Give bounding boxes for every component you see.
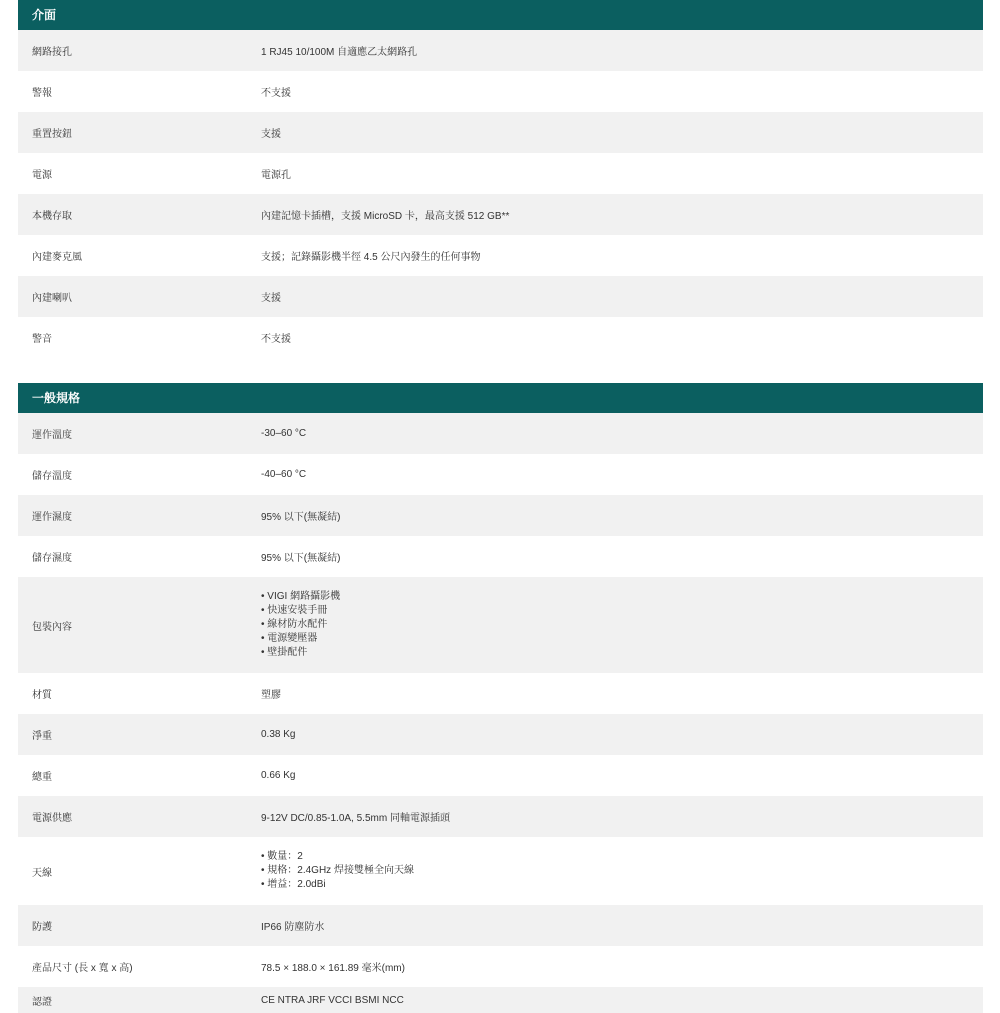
section-gap [18, 358, 983, 383]
spec-label: 運作濕度 [32, 512, 72, 523]
antenna-spec-list [261, 850, 983, 892]
spec-row [18, 577, 983, 673]
spec-row [18, 905, 983, 946]
spec-value: -40–60 °C [261, 469, 307, 480]
spec-row [18, 413, 983, 454]
list-item: • 規格：2.4GHz 焊接雙極全向天線 [261, 864, 983, 878]
list-item: • 快速安裝手冊 [261, 604, 983, 618]
spec-label: 內建喇叭 [32, 293, 72, 304]
spec-value: -30–60 °C [261, 428, 307, 439]
interface-spec-table [18, 30, 983, 358]
spec-label: 警音 [32, 334, 52, 345]
section-header-interface: 介面 [18, 0, 983, 30]
spec-row [18, 317, 983, 358]
spec-value: 不支援 [261, 334, 291, 345]
spec-value: 支援 [261, 129, 281, 140]
section-header-general: 一般規格 [18, 383, 983, 413]
spec-row [18, 30, 983, 71]
spec-label: 重置按鈕 [32, 129, 72, 140]
spec-value: 0.38 Kg [261, 729, 296, 740]
spec-label: 認證 [32, 996, 52, 1008]
spec-label: 電源供應 [32, 813, 72, 824]
spec-label: 內建麥克風 [32, 252, 82, 263]
spec-value: 0.66 Kg [261, 770, 296, 781]
package-contents-list [261, 590, 983, 660]
spec-label: 淨重 [32, 731, 52, 742]
spec-label: 防護 [32, 922, 52, 933]
spec-row [18, 946, 983, 987]
spec-row [18, 454, 983, 495]
spec-label: 天線 [32, 867, 52, 879]
spec-value: 支援 [261, 293, 281, 304]
general-spec-table [18, 413, 983, 1013]
spec-value: 78.5 × 188.0 × 161.89 毫米(mm) [261, 963, 405, 974]
spec-row [18, 536, 983, 577]
list-item: • 增益：2.0dBi [261, 878, 983, 892]
spec-row [18, 71, 983, 112]
spec-label: 運作溫度 [32, 430, 72, 441]
list-item: • 數量：2 [261, 850, 983, 864]
spec-value: 支援；記錄攝影機半徑 4.5 公尺內發生的任何事物 [261, 252, 481, 263]
spec-row [18, 276, 983, 317]
spec-row [18, 495, 983, 536]
spec-row [18, 235, 983, 276]
spec-value: IP66 防塵防水 [261, 922, 325, 933]
spec-value: 9-12V DC/0.85-1.0A, 5.5mm 同軸電源插頭 [261, 813, 450, 824]
spec-label: 網路接孔 [32, 47, 72, 58]
spec-value: 95% 以下(無凝結) [261, 553, 341, 564]
spec-row [18, 796, 983, 837]
list-item: • VIGI 網路攝影機 [261, 590, 983, 604]
spec-value [261, 577, 983, 673]
spec-row [18, 987, 983, 1013]
spec-row [18, 755, 983, 796]
spec-value: 不支援 [261, 88, 291, 99]
spec-value [261, 837, 983, 905]
list-item: • 壁掛配件 [261, 646, 983, 660]
spec-label: 產品尺寸 (長 x 寬 x 高) [32, 963, 133, 974]
spec-value: 1 RJ45 10/100M 自適應乙太網路孔 [261, 47, 418, 58]
spec-value: 95% 以下(無凝結) [261, 512, 341, 523]
spec-row [18, 837, 983, 905]
spec-value: 電源孔 [261, 170, 291, 181]
spec-label: 儲存溫度 [32, 471, 72, 482]
spec-row [18, 194, 983, 235]
spec-value: 塑膠 [261, 690, 281, 701]
spec-row [18, 673, 983, 714]
spec-label: 包裝內容 [32, 621, 72, 633]
spec-page [18, 0, 983, 1013]
spec-label: 電源 [32, 170, 52, 181]
spec-label: 總重 [32, 772, 52, 783]
spec-label: 材質 [32, 690, 52, 701]
list-item: • 電源變壓器 [261, 632, 983, 646]
spec-row [18, 153, 983, 194]
spec-row [18, 112, 983, 153]
spec-label: 本機存取 [32, 211, 72, 222]
list-item: • 線材防水配件 [261, 618, 983, 632]
spec-label: 儲存濕度 [32, 553, 72, 564]
spec-value: CE NTRA JRF VCCI BSMI NCC [261, 994, 404, 1006]
spec-label: 警報 [32, 88, 52, 99]
spec-row [18, 714, 983, 755]
spec-value: 內建記憶卡插槽，支援 MicroSD 卡，最高支援 512 GB** [261, 211, 510, 222]
